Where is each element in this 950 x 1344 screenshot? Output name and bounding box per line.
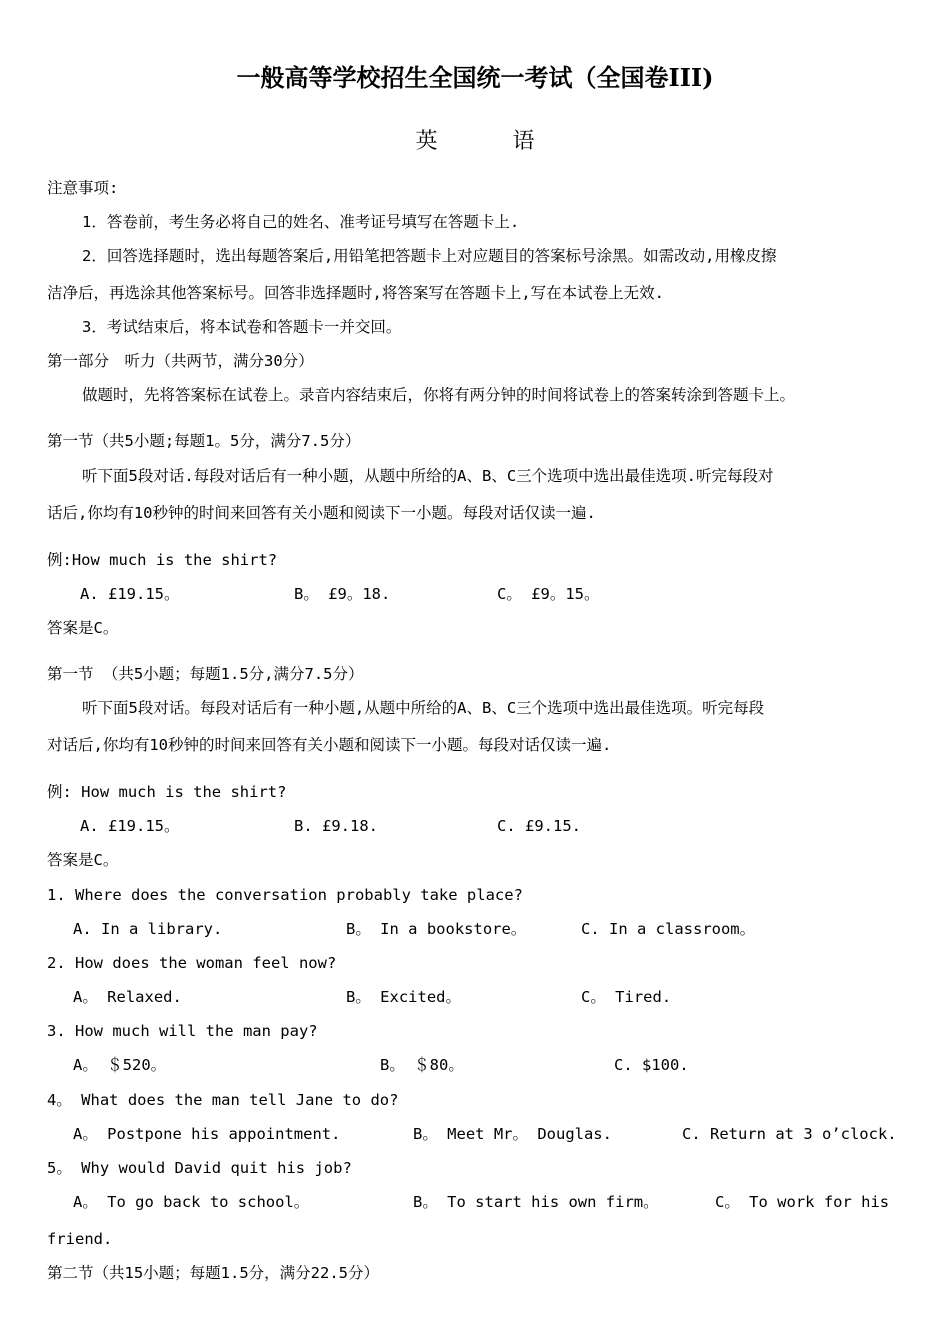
question-2-option-a: A。 Relaxed.: [73, 988, 182, 1006]
question-3-option-b: B。 ＄80。: [380, 1056, 464, 1074]
question-4-option-b: B。 Meet Mr。 Douglas.: [413, 1125, 612, 1143]
notice-item-2-cont: 洁净后，再选涂其他答案标号。回答非选择题时,将答案写在答题卡上,写在本试卷上无效.: [47, 284, 664, 302]
notice-item-1: 1．答卷前，考生务必将自己的姓名、准考证号填写在答题卡上.: [82, 213, 520, 231]
section1a-option-a: A. £19.15。: [80, 585, 180, 603]
question-5-option-c: C。 To work for his: [715, 1193, 890, 1211]
section1a-example: 例:How much is the shirt?: [47, 551, 278, 569]
question-5-option-c-cont: friend.: [47, 1230, 113, 1248]
question-5: 5。 Why would David quit his job?: [47, 1159, 352, 1177]
section1a-heading: 第一节（共5小题;每题1。5分，满分7.5分）: [47, 432, 361, 450]
section1b-answer: 答案是C。: [47, 851, 119, 869]
section1b-example: 例: How much is the shirt?: [47, 783, 287, 801]
question-3: 3. How much will the man pay?: [47, 1022, 318, 1040]
exam-title: 一般高等学校招生全国统一考试（全国卷III): [236, 63, 714, 92]
section1a-answer: 答案是C。: [47, 619, 119, 637]
section1b-heading: 第一节 （共5小题；每题1.5分,满分7.5分）: [47, 665, 364, 683]
section1b-option-c: C. £9.15.: [497, 817, 581, 835]
section1b-directions: 听下面5段对话。每段对话后有一种小题,从题中所给的A、B、C三个选项中选出最佳选项。听完每段: [82, 699, 765, 717]
question-1-option-c: C. In a classroom。: [581, 920, 756, 938]
question-4-option-a: A。 Postpone his appointment.: [73, 1125, 341, 1143]
question-3-option-a: A。 ＄520。: [73, 1056, 167, 1074]
question-4: 4。 What does the man tell Jane to do?: [47, 1091, 399, 1109]
question-5-option-b: B。 To start his own firm。: [413, 1193, 659, 1211]
question-1-option-a: A. In a library.: [73, 920, 223, 938]
part1-instruction: 做题时，先将答案标在试卷上。录音内容结束后，你将有两分钟的时间将试卷上的答案转涂到答题卡上。: [82, 386, 796, 404]
notice-heading: 注意事项:: [47, 179, 119, 197]
notice-item-2: 2．回答选择题时，选出每题答案后,用铅笔把答题卡上对应题目的答案标号涂黑。如需改动,用橡皮擦: [82, 247, 777, 265]
section1a-directions: 听下面5段对话.每段对话后有一种小题，从题中所给的A、B、C三个选项中选出最佳选项.听完每段对: [82, 467, 774, 485]
part1-heading: 第一部分 听力（共两节，满分30分）: [47, 352, 314, 370]
question-4-option-c: C. Return at 3 o’clock.: [682, 1125, 897, 1143]
section1a-directions-cont: 话后,你均有10秒钟的时间来回答有关小题和阅读下一小题。每段对话仅读一遍.: [47, 504, 596, 522]
question-2-option-b: B。 Excited。: [346, 988, 461, 1006]
section1b-option-a: A. £19.15。: [80, 817, 180, 835]
notice-item-3: 3．考试结束后，将本试卷和答题卡一并交回。: [82, 318, 402, 336]
section1a-option-b: B。 £9。18.: [294, 585, 391, 603]
question-5-option-a: A。 To go back to school。: [73, 1193, 310, 1211]
question-1: 1. Where does the conversation probably take place?: [47, 886, 523, 904]
section2-heading: 第二节（共15小题；每题1.5分，满分22.5分）: [47, 1264, 379, 1282]
question-3-option-c: C. $100.: [614, 1056, 689, 1074]
section1b-directions-cont: 对话后,你均有10秒钟的时间来回答有关小题和阅读下一小题。每段对话仅读一遍.: [47, 736, 612, 754]
section1a-option-c: C。 £9。15。: [497, 585, 600, 603]
question-2: 2. How does the woman feel now?: [47, 954, 337, 972]
question-1-option-b: B。 In a bookstore。: [346, 920, 527, 938]
section1b-option-b: B. £9.18.: [294, 817, 378, 835]
subject-title: 英 语: [415, 129, 569, 154]
question-2-option-c: C。 Tired.: [581, 988, 672, 1006]
